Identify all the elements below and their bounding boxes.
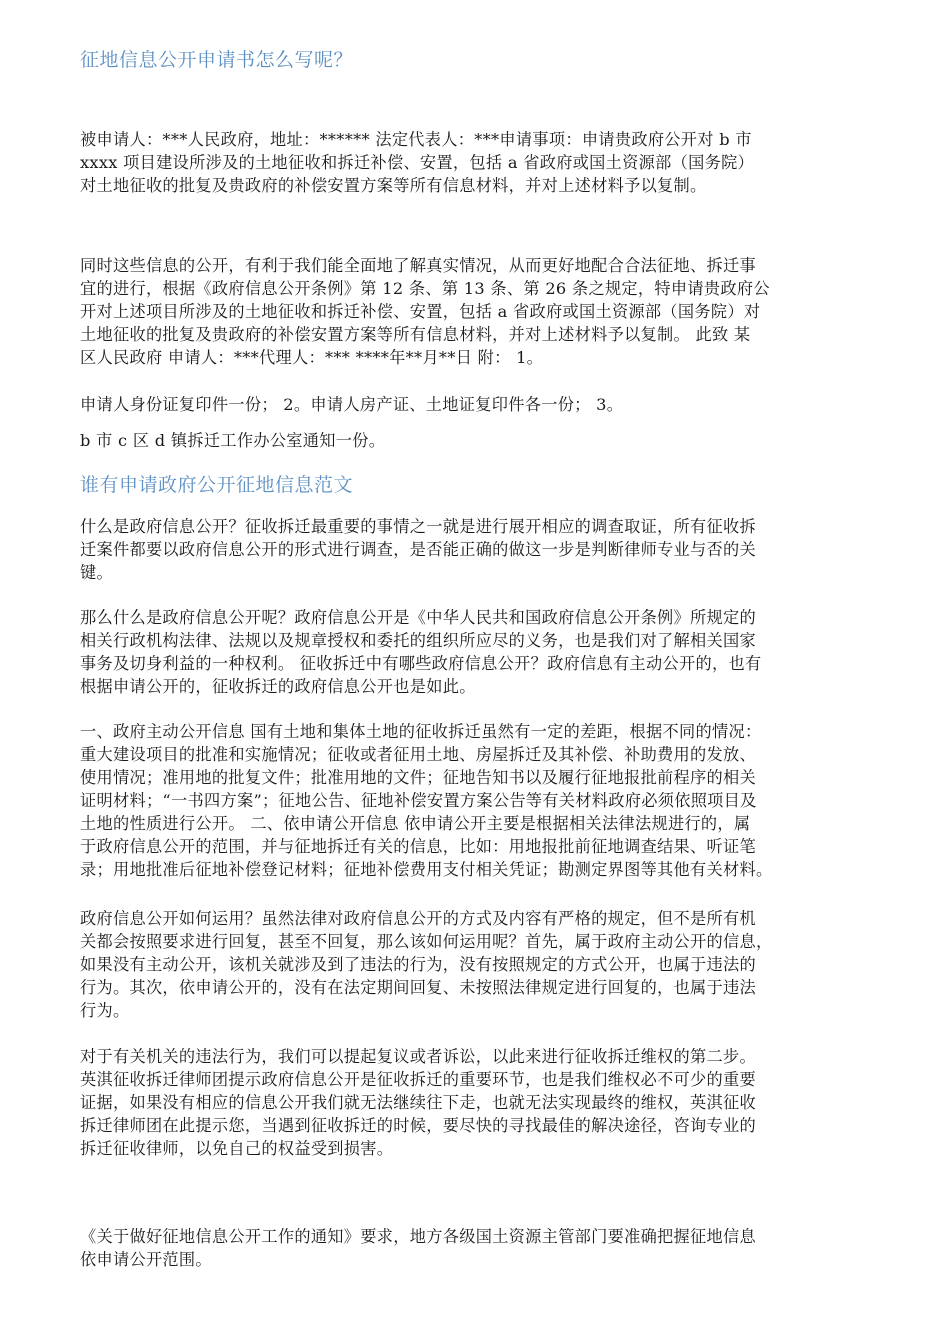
paragraph-what-is-disclosure bbox=[80, 515, 880, 584]
paragraph-notice-requirement bbox=[80, 1225, 880, 1271]
text-line: 什么是政府信息公开？征收拆迁最重要的事情之一就是进行展开相应的调查取证，所有征收拆 bbox=[80, 517, 756, 536]
text-line: 《关于做好征地信息公开工作的通知》要求，地方各级国土资源主管部门要准确把握征地信息 bbox=[80, 1227, 756, 1246]
text-line: 相关行政机构法律、法规以及规章授权和委托的组织所应尽的义务，也是我们对了解相关国家 bbox=[80, 631, 756, 650]
text-line: 重大建设项目的批准和实施情况；征收或者征用土地、房屋拆迁及其补偿、补助费用的发放、 bbox=[80, 745, 756, 764]
text-line: 区人民政府 申请人：***代理人：*** ****年**月**日 附： 1。 bbox=[80, 348, 544, 367]
paragraph-attachment-notice bbox=[80, 429, 880, 452]
text-line: 事务及切身利益的一种权利。 征收拆迁中有哪些政府信息公开？政府信息有主动公开的，也有 bbox=[80, 654, 762, 673]
text-line: b 市 c 区 d 镇拆迁工作办公室通知一份。 bbox=[80, 431, 386, 450]
heading-sample-text: 谁有申请政府公开征地信息范文 bbox=[80, 474, 354, 496]
text-line: 依申请公开范围。 bbox=[80, 1250, 212, 1269]
text-line: 申请人身份证复印件一份； 2。申请人房产证、土地证复印件各一份； 3。 bbox=[80, 395, 624, 414]
text-line: 键。 bbox=[80, 563, 113, 582]
paragraph-application-header bbox=[80, 128, 880, 197]
text-line: 同时这些信息的公开，有利于我们能全面地了解真实情况，从而更好地配合合法征地、拆迁事 bbox=[80, 256, 756, 275]
text-line: 一、政府主动公开信息 国有土地和集体土地的征收拆迁虽然有一定的差距，根据不同的情况： bbox=[80, 722, 762, 741]
text-line: 宜的进行，根据《政府信息公开条例》第 12 条、第 13 条、第 26 条之规定，特申请贵政府公 bbox=[80, 279, 770, 298]
text-line: 对于有关机关的违法行为，我们可以提起复议或者诉讼，以此来进行征收拆迁维权的第二步。 bbox=[80, 1047, 756, 1066]
paragraph-how-to-use bbox=[80, 907, 880, 1022]
paragraph-disclosure-types bbox=[80, 720, 880, 881]
paragraph-legal-remedy bbox=[80, 1045, 880, 1160]
text-line: 证明材料；“一书四方案”；征地公告、征地补偿安置方案公告等有关材料政府必须依照项目及 bbox=[80, 791, 757, 810]
text-line: 使用情况；准用地的批复文件；批准用地的文件；征地告知书以及履行征地报批前程序的相关 bbox=[80, 768, 756, 787]
text-line: 拆迁征收律师，以免自己的权益受到损害。 bbox=[80, 1139, 394, 1158]
text-line: 英淇征收拆迁律师团提示政府信息公开是征收拆迁的重要环节，也是我们维权必不可少的重要 bbox=[80, 1070, 756, 1089]
paragraph-application-reason bbox=[80, 254, 880, 369]
text-line: 土地征收的批复及贵政府的补偿安置方案等所有信息材料，并对上述材料予以复制。 此致 某 bbox=[80, 325, 751, 344]
text-line: 对土地征收的批复及贵政府的补偿安置方案等所有信息材料，并对上述材料予以复制。 bbox=[80, 176, 707, 195]
text-line: 于政府信息公开的范围，并与征地拆迁有关的信息，比如：用地报批前征地调查结果、听证笔 bbox=[80, 837, 756, 856]
text-line: 证据，如果没有相应的信息公开我们就无法继续往下走，也就无法实现最终的维权，英淇征收 bbox=[80, 1093, 756, 1112]
text-line: 被申请人：***人民政府，地址：****** 法定代表人：***申请事项：申请贵政府公开对 b 市 bbox=[80, 130, 752, 149]
text-line: 政府信息公开如何运用？虽然法律对政府信息公开的方式及内容有严格的规定，但不是所有机 bbox=[80, 909, 756, 928]
text-line: 行为。其次，依申请公开的，没有在法定期间回复、未按照法律规定进行回复的，也属于违法 bbox=[80, 978, 756, 997]
text-line: 根据申请公开的，征收拆迁的政府信息公开也是如此。 bbox=[80, 677, 476, 696]
text-line: 行为。 bbox=[80, 1001, 130, 1020]
paragraph-disclosure-definition bbox=[80, 606, 880, 698]
text-line: 那么什么是政府信息公开呢？政府信息公开是《中华人民共和国政府信息公开条例》所规定的 bbox=[80, 608, 756, 627]
text-line: 录；用地批准后征地补偿登记材料；征地补偿费用支付相关凭证；勘测定界图等其他有关材料。 bbox=[80, 860, 773, 879]
text-line: 拆迁律师团在此提示您，当遇到征收拆迁的时候，要尽快的寻找最佳的解决途径，咨询专业的 bbox=[80, 1116, 756, 1135]
paragraph-attachments bbox=[80, 393, 880, 416]
text-line: 开对上述项目所涉及的土地征收和拆迁补偿、安置，包括 a 省政府或国土资源部（国务院）对 bbox=[80, 302, 761, 321]
text-line: 迁案件都要以政府信息公开的形式进行调查，是否能正确的做这一步是判断律师专业与否的关 bbox=[80, 540, 756, 559]
text-line: 关都会按照要求进行回复，甚至不回复，那么该如何运用呢？首先，属于政府主动公开的信息， bbox=[80, 932, 773, 951]
text-line: 如果没有主动公开，该机关就涉及到了违法的行为，没有按照规定的方式公开，也属于违法的 bbox=[80, 955, 756, 974]
text-line: xxxx 项目建设所涉及的土地征收和拆迁补偿、安置，包括 a 省政府或国土资源部（国务院） bbox=[80, 153, 755, 172]
heading-application-letter: 征地信息公开申请书怎么写呢？ bbox=[80, 49, 354, 71]
text-line: 土地的性质进行公开。 二、依申请公开信息 依申请公开主要是根据相关法律法规进行的，属 bbox=[80, 814, 751, 833]
